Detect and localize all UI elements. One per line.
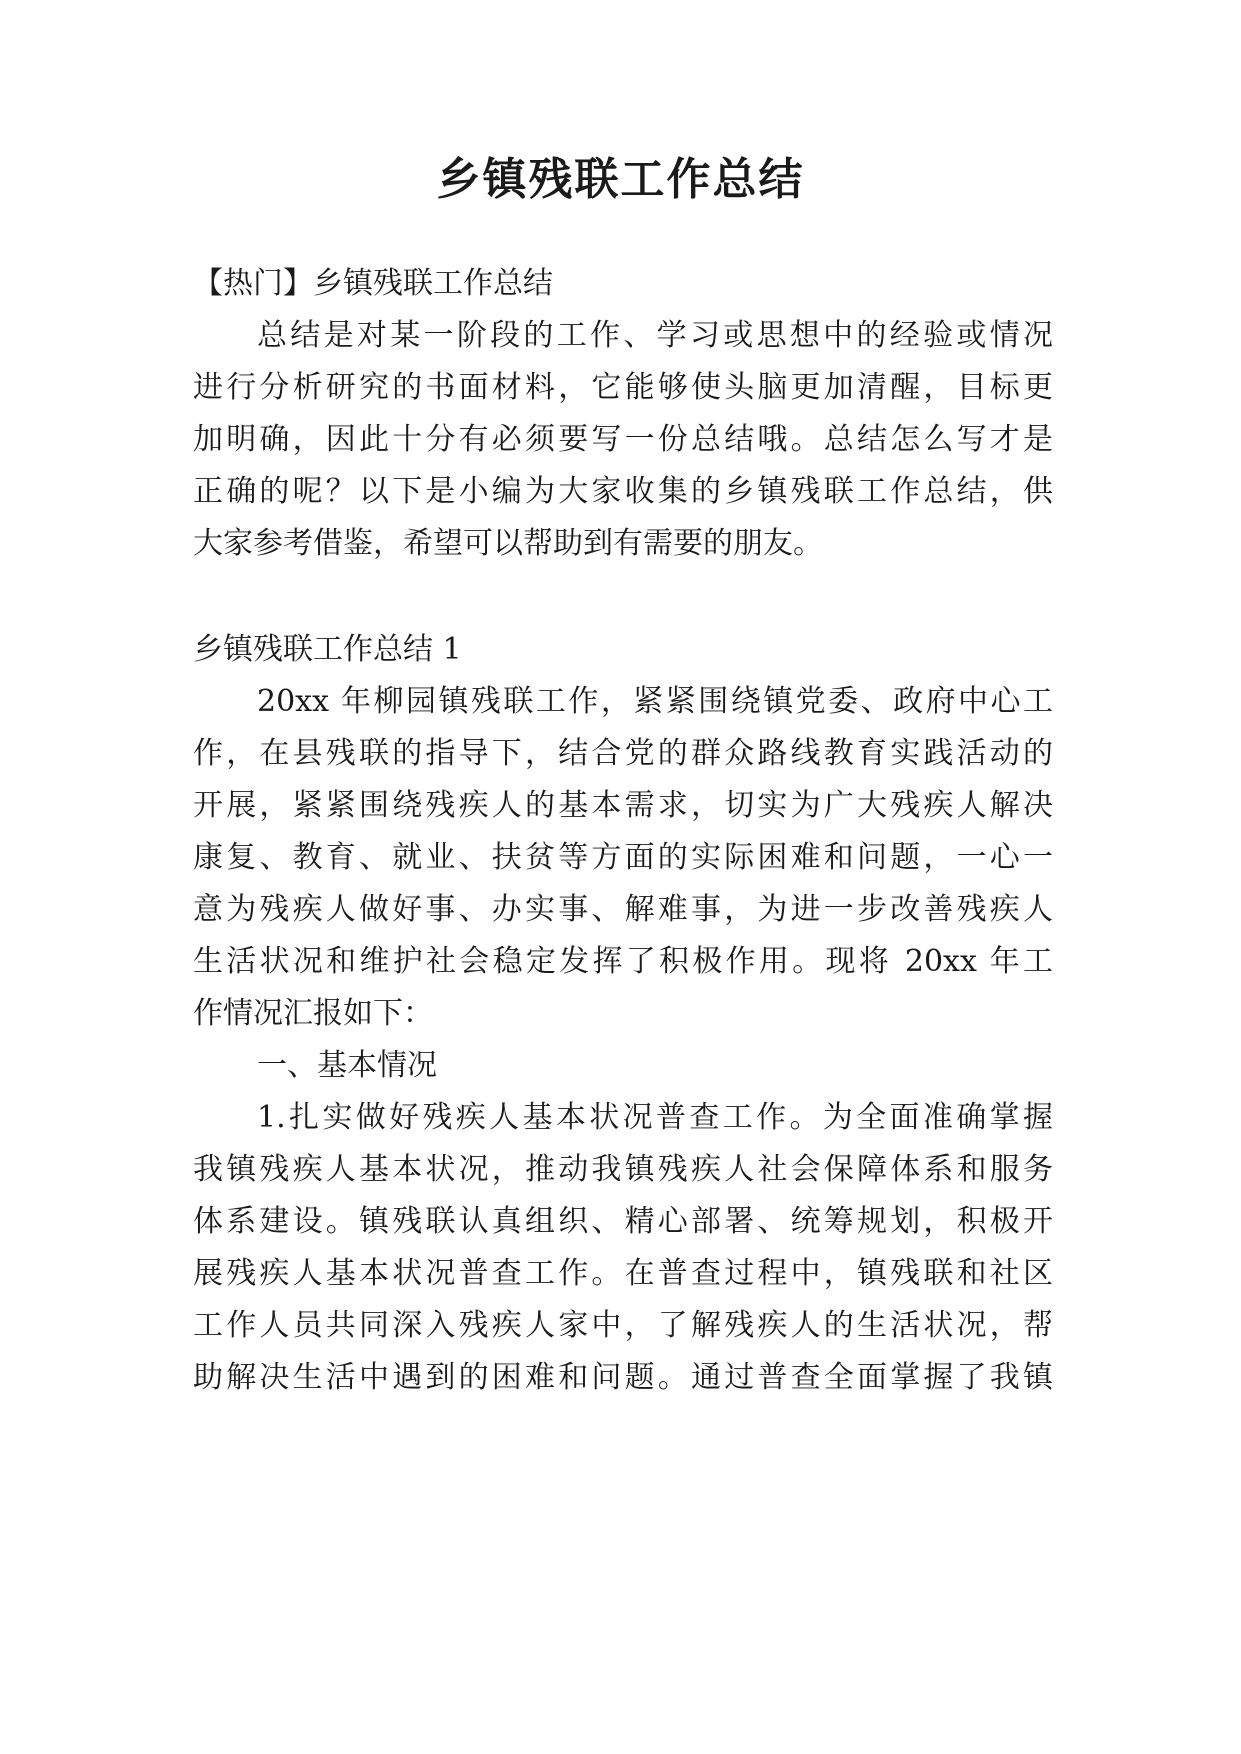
intro-line: 正确的呢？以下是小编为大家收集的乡镇残联工作总结，供 (193, 474, 1053, 509)
body-line: 作，在县残联的指导下，结合党的群众路线教育实践活动的 (193, 736, 1053, 771)
item-line: 1.扎实做好残疾人基本状况普查工作。为全面准确掌握 (257, 1100, 1053, 1135)
intro-line: 加明确，因此十分有必须要写一份总结哦。总结怎么写才是 (193, 422, 1053, 457)
item-line: 体系建设。镇残联认真组织、精心部署、统筹规划，积极开 (193, 1204, 1053, 1239)
item-line: 工作人员共同深入残疾人家中，了解残疾人的生活状况，帮 (193, 1308, 1053, 1343)
item-line: 助解决生活中遇到的困难和问题。通过普查全面掌握了我镇 (193, 1360, 1053, 1395)
section-title: 乡镇残联工作总结 1 (193, 632, 462, 667)
subheading: 一、基本情况 (257, 1048, 437, 1083)
intro-line: 进行分析研究的书面材料，它能够使头脑更加清醒，目标更 (193, 370, 1053, 405)
item-line: 我镇残疾人基本状况，推动我镇残疾人社会保障体系和服务 (193, 1152, 1053, 1187)
body-line: 开展，紧紧围绕残疾人的基本需求，切实为广大残疾人解决 (193, 788, 1053, 823)
body-line: 康复、教育、就业、扶贫等方面的实际困难和问题，一心一 (193, 840, 1053, 875)
body-line: 意为残疾人做好事、办实事、解难事，为进一步改善残疾人 (193, 892, 1053, 927)
body-line: 20xx 年柳园镇残联工作，紧紧围绕镇党委、政府中心工 (257, 684, 1053, 719)
intro-line: 大家参考借鉴，希望可以帮助到有需要的朋友。 (193, 526, 823, 561)
document-title: 乡镇残联工作总结 (436, 154, 805, 205)
header-line: 【热门】乡镇残联工作总结 (193, 266, 553, 301)
body-line: 生活状况和维护社会稳定发挥了积极作用。现将 20xx 年工 (193, 944, 1053, 979)
body-line: 作情况汇报如下： (193, 996, 433, 1031)
intro-line: 总结是对某一阶段的工作、学习或思想中的经验或情况 (257, 318, 1053, 353)
item-line: 展残疾人基本状况普查工作。在普查过程中，镇残联和社区 (193, 1256, 1053, 1291)
